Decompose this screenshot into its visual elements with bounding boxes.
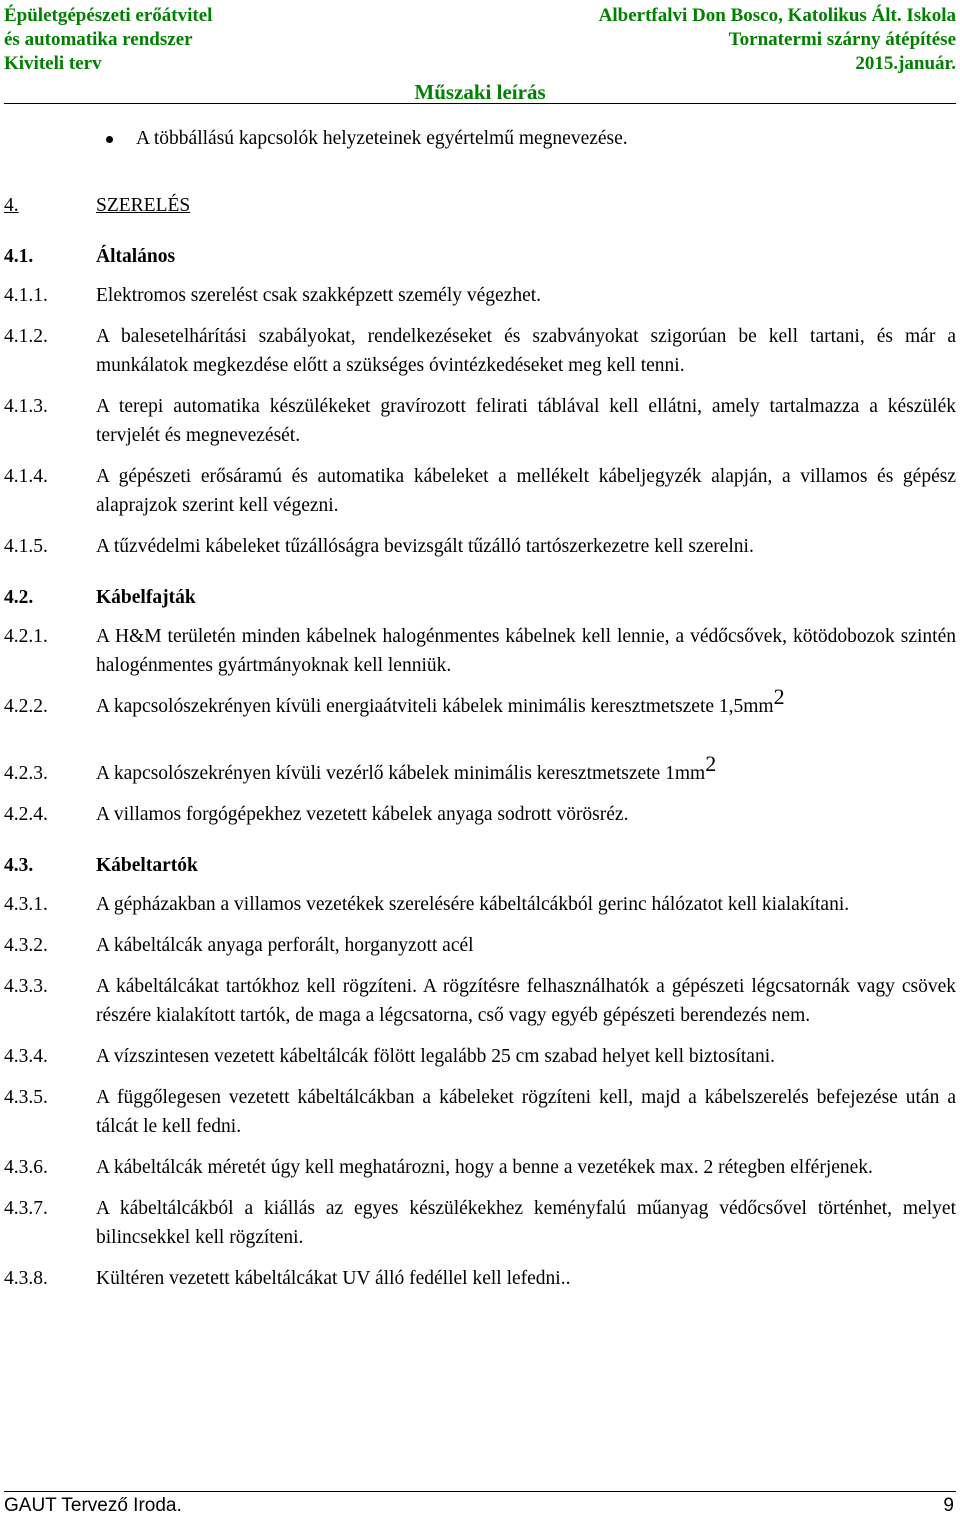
page-number: 9: [943, 1495, 954, 1516]
clause-4-3-4: [4, 1042, 956, 1071]
clause-text: A gépházakban a villamos vezetékek szerelésére kábeltálcákból gerinc hálózatot kell kialakítani.: [96, 894, 850, 915]
header-title: Műszaki leírás: [414, 80, 546, 104]
clause-number: 4.1.1.: [4, 285, 48, 306]
header-right-line-2: Tornatermi szárny átépítése: [728, 29, 956, 50]
section-title: Kábeltartók: [96, 855, 198, 876]
clause-text: [96, 684, 956, 721]
section-number: 4.1.: [4, 246, 34, 267]
clause-text: A kábeltálcák méretét úgy kell meghatározni, hogy a benne a vezetékek max. 2 rétegben elférjenek.: [96, 1157, 873, 1178]
clause-text-main: A kapcsolószekrényen kívüli vezérlő kábelek minimális keresztmetszete 1mm: [96, 763, 706, 784]
clause-number: 4.2.2.: [4, 696, 48, 717]
clause-4-3-6: [4, 1153, 956, 1182]
footer-company: GAUT Tervező Iroda.: [4, 1495, 182, 1516]
clause-number: 4.3.7.: [4, 1198, 48, 1219]
section-title: SZERELÉS: [96, 195, 191, 216]
clause-4-2-2: [4, 684, 956, 721]
header-left-block: [4, 4, 212, 76]
clause-number: 4.2.1.: [4, 626, 48, 647]
page-header: [4, 4, 956, 104]
clause-text: Elektromos szerelést csak szakképzett személy végezhet.: [96, 285, 542, 306]
header-right-line-3: 2015.január.: [855, 53, 956, 74]
section-title: Kábelfajták: [96, 587, 196, 608]
section-number: 4.2.: [4, 587, 34, 608]
clause-4-1-4: [4, 462, 956, 520]
section-heading-4: [4, 191, 956, 220]
clause-number: 4.2.4.: [4, 804, 48, 825]
clause-number: 4.1.5.: [4, 536, 48, 557]
section-number: 4.: [4, 195, 19, 216]
clause-number: 4.1.2.: [4, 326, 48, 347]
clause-text: A terepi automatika készülékeket gravírozott felirati táblával kell ellátni, amely tartalmazza a készülék tervjelét és megnevezését.: [96, 396, 956, 446]
clause-number: 4.3.1.: [4, 894, 48, 915]
header-right-block: [599, 4, 956, 76]
footer-divider: [4, 1491, 956, 1492]
clause-text: A villamos forgógépekhez vezetett kábelek anyaga sodrott vörösréz.: [96, 804, 629, 825]
clause-text: A tűzvédelmi kábeleket tűzállóságra bevizsgált tűzálló tartószerkezetre kell szerelni.: [96, 536, 754, 557]
clause-number: 4.2.3.: [4, 763, 48, 784]
header-left-line-3: Kiviteli terv: [4, 53, 102, 74]
clause-text-main: A kapcsolószekrényen kívüli energiaátviteli kábelek minimális keresztmetszete 1,5mm: [96, 696, 774, 717]
clause-4-1-1: [4, 281, 956, 310]
section-number: 4.3.: [4, 855, 34, 876]
header-left-line-2: és automatika rendszer: [4, 29, 193, 50]
clause-4-1-2: [4, 322, 956, 380]
clause-4-2-3: [4, 751, 956, 788]
clause-4-2-4: [4, 800, 956, 829]
clause-text: A H&M területén minden kábelnek halogénmentes kábelnek kell lennie, a védőcsővek, kötödobozok szintén halogénmentes gyártmányoknak kell lenniük.: [96, 626, 956, 676]
unit-superscript: 2: [773, 684, 785, 709]
clause-4-1-5: [4, 532, 956, 561]
header-divider: [4, 103, 956, 104]
clause-text: A kábeltálcák anyaga perforált, horganyzott acél: [96, 935, 474, 956]
clause-4-3-5: [4, 1083, 956, 1141]
clause-number: 4.1.4.: [4, 466, 48, 487]
clause-4-3-7: [4, 1194, 956, 1252]
document-body: [0, 124, 960, 1293]
clause-number: 4.3.8.: [4, 1268, 48, 1289]
clause-text: A kábeltálcákat tartókhoz kell rögzíteni. A rögzítésre felhasználhatók a gépészeti légcsatornák vagy csövek részére kialakított tartók, de maga a légcsatorna, cső vagy egyéb gépészeti berendezés nem.: [96, 976, 956, 1026]
section-heading-4-1: [4, 242, 956, 271]
clause-text: A függőlegesen vezetett kábeltálcákban a kábeleket rögzíteni kell, majd a kábelszerelés befejezése után a tálcát le kell fedni.: [96, 1087, 956, 1137]
header-right-line-1: Albertfalvi Don Bosco, Katolikus Ált. Iskola: [598, 5, 956, 26]
header-left-line-1: Épületgépészeti erőátvitel: [4, 5, 213, 26]
clause-number: 4.1.3.: [4, 396, 48, 417]
clause-number: 4.3.4.: [4, 1046, 48, 1067]
clause-number: 4.3.6.: [4, 1157, 48, 1178]
clause-number: 4.3.5.: [4, 1087, 48, 1108]
section-heading-4-3: [4, 851, 956, 880]
clause-text: Kültéren vezetett kábeltálcákat UV álló fedéllel kell lefedni..: [96, 1268, 571, 1289]
section-heading-4-2: [4, 583, 956, 612]
clause-4-3-8: [4, 1264, 956, 1293]
clause-text: [96, 751, 956, 788]
unit-superscript: 2: [705, 751, 717, 776]
clause-text: A vízszintesen vezetett kábeltálcák fölött legalább 25 cm szabad helyet kell biztosítani.: [96, 1046, 776, 1067]
clause-4-3-1: [4, 890, 956, 919]
section-title: Általános: [96, 246, 176, 267]
clause-text: A gépészeti erősáramú és automatika kábeleket a mellékelt kábeljegyzék alapján, a villamos és gépész alaprajzok szerint kell végezni.: [96, 466, 956, 516]
clause-4-3-3: [4, 972, 956, 1030]
clause-text: A balesetelhárítási szabályokat, rendelkezéseket és szabványokat szigorúan be kell tartani, és már a munkálatok megkezdése előtt a szükséges óvintézkedéseket meg kell tenni.: [96, 326, 956, 376]
clause-4-2-1: [4, 622, 956, 680]
clause-number: 4.3.3.: [4, 976, 48, 997]
clause-number: 4.3.2.: [4, 935, 48, 956]
clause-4-1-3: [4, 392, 956, 450]
clause-4-3-2: [4, 931, 956, 960]
clause-text: A kábeltálcákból a kiállás az egyes készülékekhez keményfalú műanyag védőcsővel történhet, melyet bilincsekkel kell rögzíteni.: [96, 1198, 956, 1248]
bullet-item: A többállású kapcsolók helyzeteinek egyértelmű megnevezése.: [136, 124, 955, 153]
